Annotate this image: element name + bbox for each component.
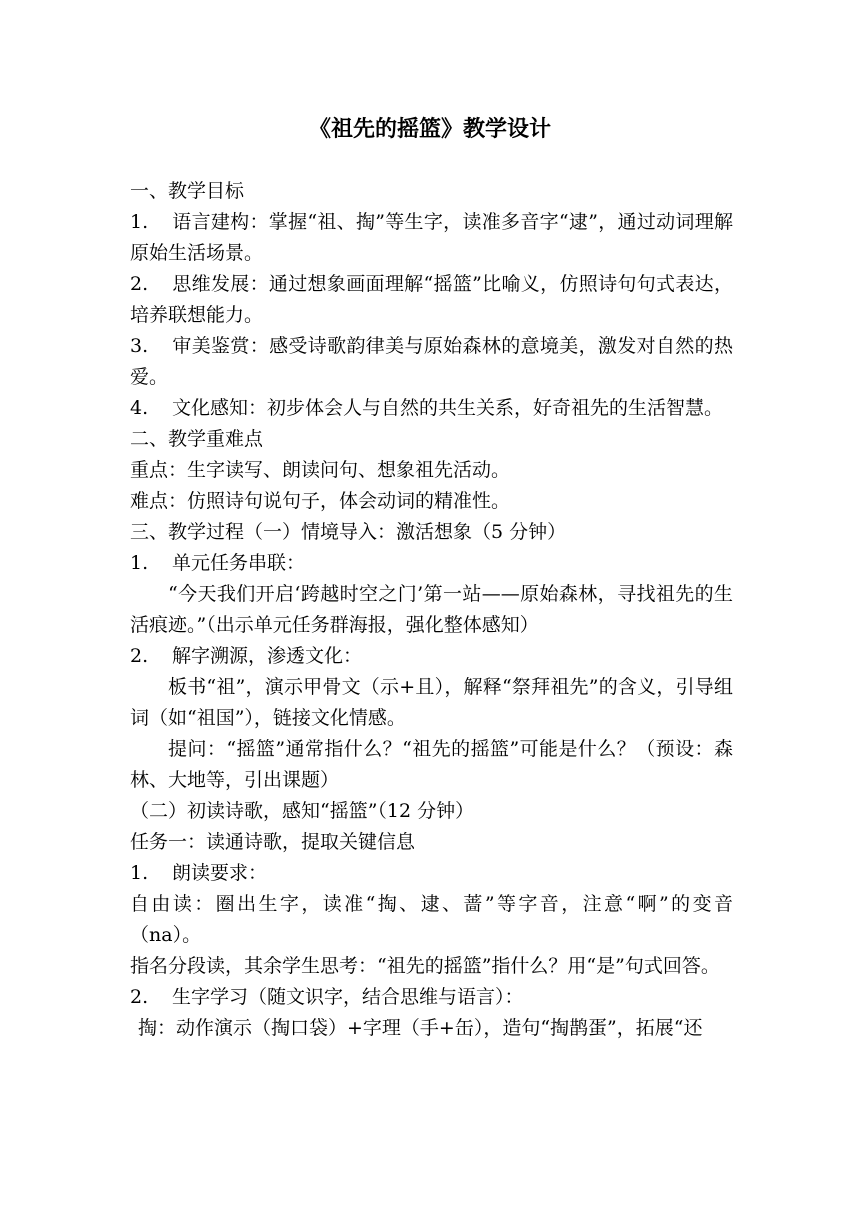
read-requirement-item [130,858,733,889]
goal-number: 3. [130,335,149,357]
item-number: 2. [130,986,149,1008]
goal-text: 思维发展：通过想象画面理解“摇篮”比喻义，仿照诗句句式表达，培养联想能力。 [130,273,733,326]
key-point-text: 重点：生字读写、朗读问句、想象祖先活动。 [130,459,511,481]
goal-number: 1. [130,211,149,233]
goal-item-3 [130,331,733,393]
goal-item-1 [130,207,733,269]
step-item-2 [130,641,733,672]
step-number: 1. [130,552,149,574]
section-heading-key-points: 二、教学重难点 [130,428,264,450]
part-2-heading: （二）初读诗歌，感知“摇篮”（12 分钟） [130,800,475,822]
goal-item-4 [130,393,733,424]
difficulty-text: 难点：仿照诗句说句子，体会动词的精准性。 [130,490,511,512]
tao-character-text: 掏：动作演示（掏口袋）+字理（手+缶），造句“掏鹊蛋”，拓展“还 [138,1017,703,1039]
item-heading: 生字学习（随文识字，结合思维与语言）： [172,986,524,1008]
step-heading: 单元任务串联： [172,552,306,574]
character-study-item [130,982,733,1013]
item-heading: 朗读要求： [172,862,268,884]
step-1-text: “今天我们开启‘跨越时空之门’第一站——原始森林，寻找祖先的生活痕迹。”（出示单元任务群海报，强化整体感知） [130,583,733,636]
document-body [130,176,733,1044]
goal-number: 2. [130,273,149,295]
goal-text: 文化感知：初步体会人与自然的共生关系，好奇祖先的生活智慧。 [172,397,724,419]
item-number: 1. [130,862,149,884]
step-number: 2. [130,645,149,667]
goal-number: 4. [130,397,149,419]
step-heading: 解字溯源，渗透文化： [172,645,363,667]
section-reading-text: 指名分段读，其余学生思考：“祖先的摇篮”指什么？用“是”句式回答。 [130,955,720,977]
step-2-text-1: 板书“祖”，演示甲骨文（示+且），解释“祭拜祖先”的含义，引导组词（如“祖国”），链接文化情感。 [130,676,733,729]
section-heading-process: 三、教学过程（一）情境导入：激活想象（5 分钟） [130,521,567,543]
step-2-text-2: 提问：“摇篮”通常指什么？“祖先的摇篮”可能是什么？（预设：森林、大地等，引出课题） [130,738,733,791]
goal-text: 语言建构：掌握“祖、掏”等生字，读准多音字“逮”，通过动词理解原始生活场景。 [130,211,733,264]
goal-item-2 [130,269,733,331]
goal-text: 审美鉴赏：感受诗歌韵律美与原始森林的意境美，激发对自然的热爱。 [130,335,733,388]
free-reading-text: 自由读：圈出生字，读准“掏、逮、蔷”等字音，注意“啊”的变音（na）。 [130,893,733,946]
step-item-1 [130,548,733,579]
task-1-heading: 任务一：读通诗歌，提取关键信息 [130,831,416,853]
section-heading-goals: 一、教学目标 [130,180,245,202]
page-title: 《祖先的摇篮》教学设计 [308,116,551,142]
